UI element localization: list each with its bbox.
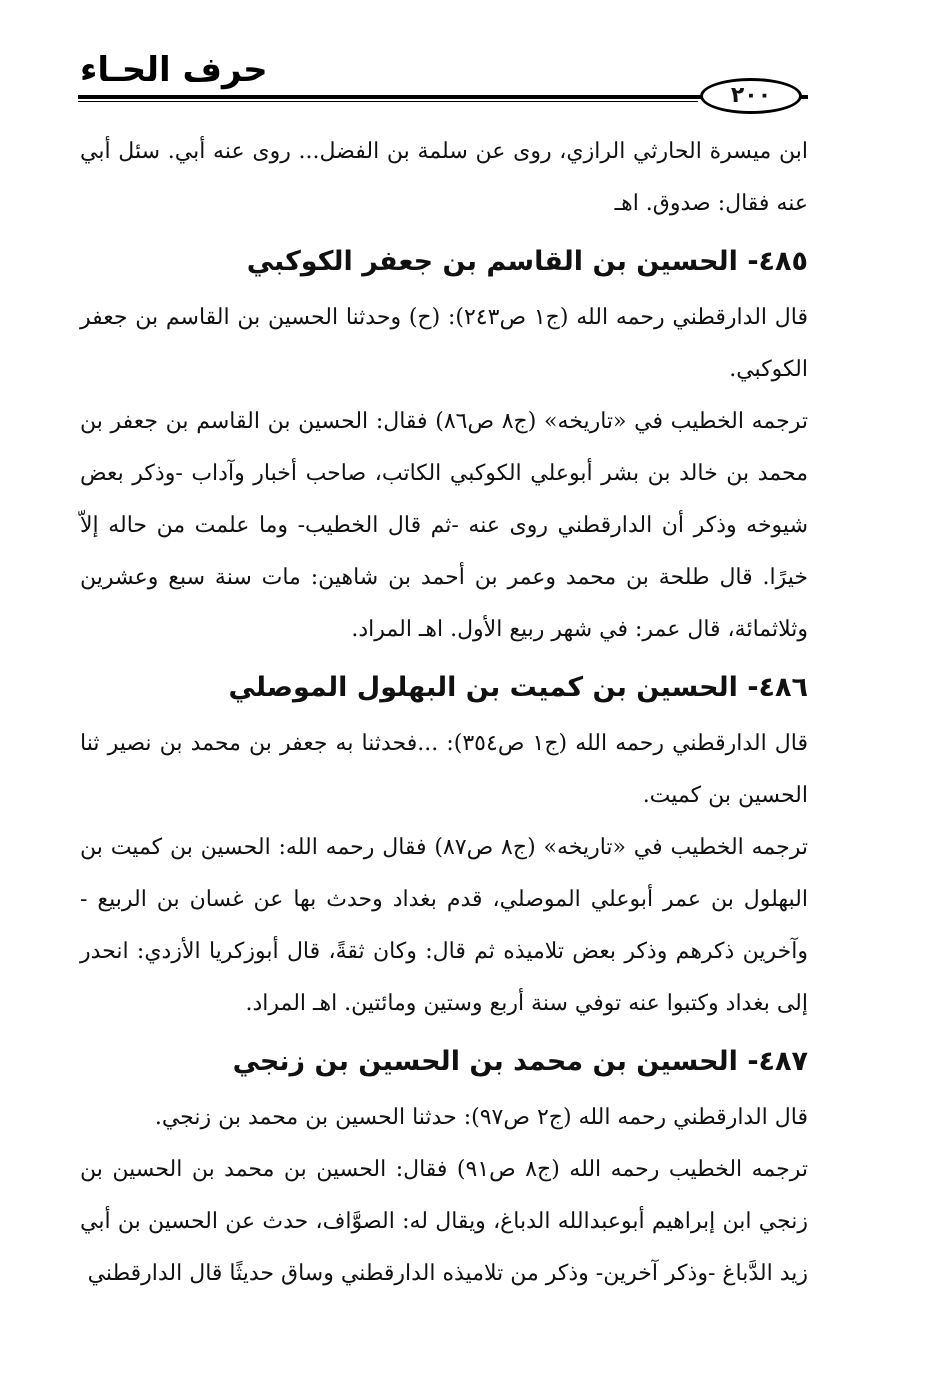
entry-quote: قال الدارقطني رحمه الله (ج١ ص٣٥٤): ...فحدثنا به جعفر بن محمد بن نصير ثنا الحسين بن كميت. [80,731,809,808]
header-rule-thin [78,101,698,102]
entry-title: ٤٨٥- الحسين بن القاسم بن جعفر الكوكبي [246,246,808,277]
entry-quote: قال الدارقطني رحمه الله (ج٢ ص٩٧): حدثنا الحسين بن محمد بن زنجي. [154,1105,808,1130]
header-rule [78,95,808,99]
entry-title: ٤٨٧- الحسين بن محمد بن الحسين بن زنجي [232,1046,808,1077]
page-body [80,126,808,1300]
entry-487 [80,1042,808,1300]
entry-485 [80,242,808,656]
entry-title: ٤٨٦- الحسين بن كميت بن البهلول الموصلي [228,672,808,703]
entry-biography: ترجمه الخطيب في «تاريخه» (ج٨ ص٨٦) فقال: الحسين بن القاسم بن جعفر بن محمد بن خالد بن بشر أبوعلي الكوكبي الكاتب، صاحب أخبار وآداب -وذكر بعض شيوخه وذكر أن الدارقطني روى عنه -ثم قال الخطيب- وما علمت من حاله إلاّ خيرًا. قال طلحة بن محمد وعمر بن أحمد بن شاهين: مات سنة سبع وعشرين وثلاثمائة، قال عمر: في شهر ربيع الأول. اهـ المراد. [80,409,809,642]
chapter-title: حرف الحـاء [80,50,268,90]
entry-biography: ترجمه الخطيب في «تاريخه» (ج٨ ص٨٧) فقال رحمه الله: الحسين بن كميت بن البهلول بن عمر أبوعلي الموصلي، قدم بغداد وحدث بها عن غسان بن الربيع - وآخرين ذكرهم وذكر بعض تلاميذه ثم قال: وكان ثقةً، قال أبوزكريا الأزدي: انحدر إلى بغداد وكتبوا عنه توفي سنة أربع وستين ومائتين. اهـ المراد. [80,835,808,1016]
entry-486 [80,668,808,1030]
entry-quote: قال الدارقطني رحمه الله (ج١ ص٢٤٣): (ح) وحدثنا الحسين بن القاسم بن جعفر الكوكبي. [80,305,808,382]
entry-biography: ترجمه الخطيب رحمه الله (ج٨ ص٩١) فقال: الحسين بن محمد بن الحسين بن زنجي ابن إبراهيم أبوعبدالله الدباغ، ويقال له: الصوَّاف، حدث عن الحسين بن أبي زيد الدَّباغ -وذكر آخرين- وذكر من تلاميذه الدارقطني وساق حديثًا قال الدارقطني [80,1157,808,1286]
page-number: ٢٠٠ [700,78,802,114]
intro-paragraph: ابن ميسرة الحارثي الرازي، روى عن سلمة بن الفضل... روى عنه أبي. سئل أبي عنه فقال: صدوق. اهـ [80,139,808,216]
